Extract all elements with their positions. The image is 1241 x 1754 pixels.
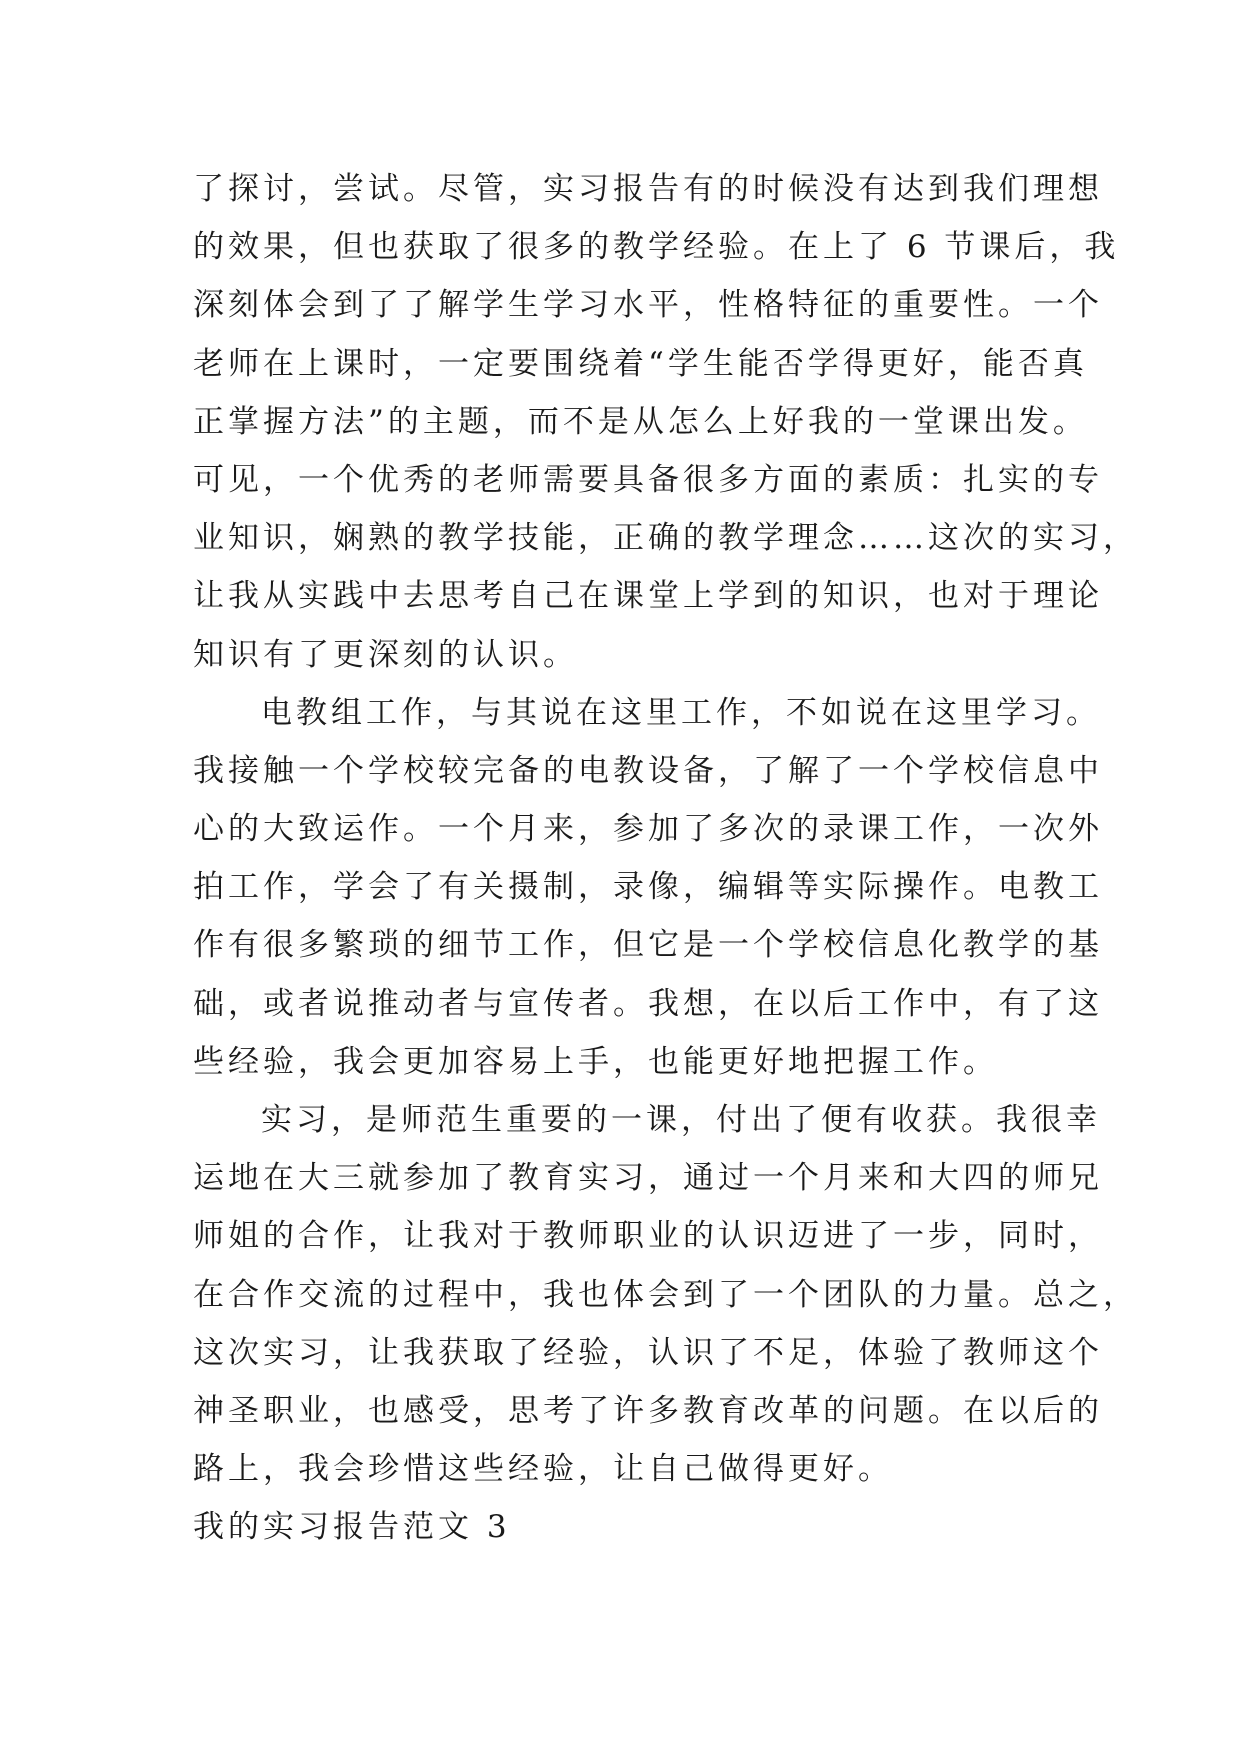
- text-line: 运地在大三就参加了教育实习，通过一个月来和大四的师兄: [193, 1160, 1103, 1197]
- text-line: 的效果，但也获取了很多的教学经验。在上了 6 节课后，我: [193, 229, 1120, 266]
- text-line: 础，或者说推动者与宣传者。我想，在以后工作中，有了这: [193, 985, 1103, 1022]
- paragraph-1: [193, 160, 1138, 684]
- paragraph-3: [193, 1091, 1138, 1498]
- text-line: 些经验，我会更加容易上手，也能更好地把握工作。: [193, 1043, 998, 1080]
- text-line: 正掌握方法”的主题，而不是从怎么上好我的一堂课出发。: [193, 403, 1088, 440]
- text-line: 我接触一个学校较完备的电教设备，了解了一个学校信息中: [193, 752, 1103, 789]
- text-line: 心的大致运作。一个月来，参加了多次的录课工作，一次外: [193, 811, 1103, 848]
- text-line: 拍工作，学会了有关摄制，录像，编辑等实际操作。电教工: [193, 869, 1103, 906]
- text-line: 在合作交流的过程中，我也体会到了一个团队的力量。总之，: [193, 1276, 1138, 1313]
- text-line: 了探讨，尝试。尽管，实习报告有的时候没有达到我们理想: [193, 171, 1103, 207]
- text-line: 知识有了更深刻的认识。: [193, 636, 578, 673]
- text-line: 深刻体会到了了解学生学习水平，性格特征的重要性。一个: [193, 287, 1103, 324]
- document-body: [193, 160, 1138, 1557]
- text-line: 路上，我会珍惜这些经验，让自己做得更好。: [193, 1451, 893, 1488]
- text-line: 业知识，娴熟的教学技能，正确的教学理念……这次的实习，: [193, 520, 1138, 557]
- text-line: 作有很多繁琐的细节工作，但它是一个学校信息化教学的基: [193, 927, 1103, 964]
- paragraph-2: [193, 684, 1103, 1091]
- text-line: 电教组工作，与其说在这里工作，不如说在这里学习。: [261, 694, 1101, 731]
- text-line: 神圣职业，也感受，思考了许多教育改革的问题。在以后的: [193, 1392, 1103, 1429]
- text-line: 老师在上课时，一定要围绕着“学生能否学得更好，能否真: [193, 345, 1088, 382]
- text-line: 可见，一个优秀的老师需要具备很多方面的素质：扎实的专: [193, 461, 1103, 498]
- text-line: 这次实习，让我获取了经验，认识了不足，体验了教师这个: [193, 1334, 1103, 1371]
- text-line: 让我从实践中去思考自己在课堂上学到的知识，也对于理论: [193, 578, 1103, 615]
- section-heading: 我的实习报告范文 3: [193, 1509, 511, 1546]
- text-line: 实习，是师范生重要的一课，付出了便有收获。我很幸: [261, 1102, 1101, 1138]
- text-line: 师姐的合作，让我对于教师职业的认识迈进了一步，同时，: [193, 1218, 1103, 1255]
